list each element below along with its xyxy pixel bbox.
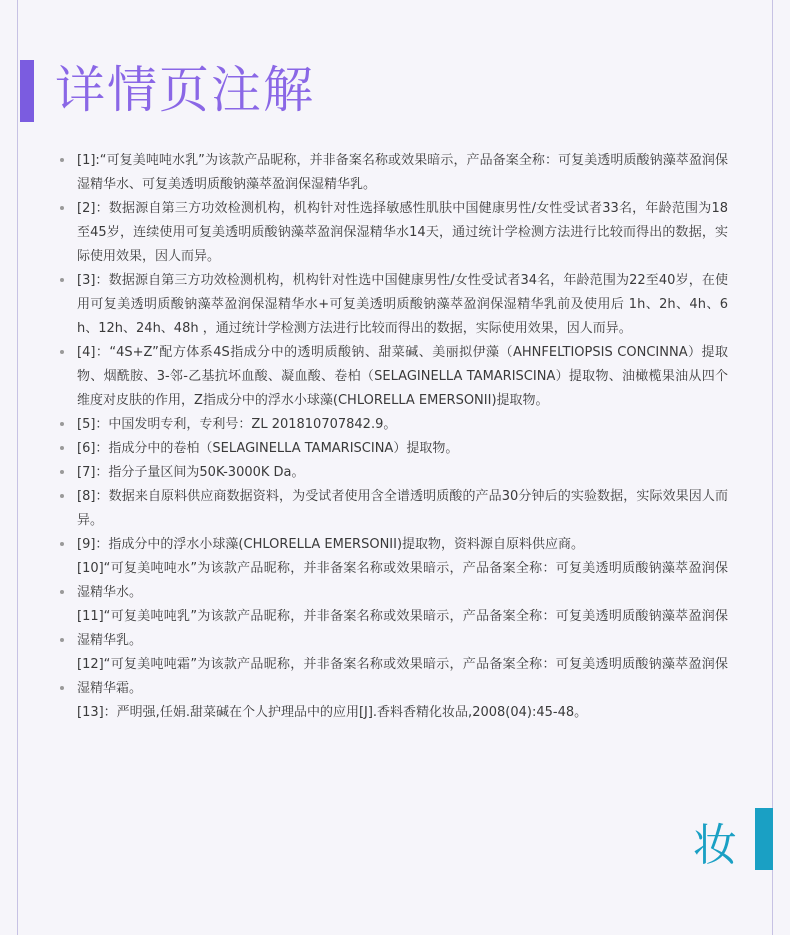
note-text: [2]：数据源自第三方功效检测机构，机构针对性选择敏感性肌肤中国健康男性/女性受试者33名，年龄范围为18至45岁，连续使用可复美透明质酸钠藻萃盈润保湿精华水14天，通过统计学检测方法进行比较而得出的数据，实际使用效果，因人而异。 — [77, 201, 728, 264]
note-item — [60, 149, 728, 197]
page-title: 详情页注解 — [55, 61, 315, 119]
bullet-icon — [60, 350, 64, 354]
note-item — [60, 557, 728, 605]
note-item — [60, 341, 728, 413]
bullet-icon — [60, 590, 64, 594]
bullet-icon — [60, 494, 64, 498]
title-accent-bar — [20, 60, 34, 122]
note-text: [7]：指分子量区间为50K-3000K Da。 — [77, 465, 305, 480]
note-item — [60, 653, 728, 701]
note-item — [60, 485, 728, 533]
note-item — [60, 437, 728, 461]
note-text: [1]:“可复美吨吨水乳”为该款产品昵称，并非备案名称或效果暗示，产品备案全称：可复美透明质酸钠藻萃盈润保湿精华水、可复美透明质酸钠藻萃盈润保湿精华乳。 — [77, 153, 728, 192]
note-item — [60, 533, 728, 557]
note-text: [9]：指成分中的浮水小球藻(CHLORELLA EMERSONII)提取物，资料源自原料供应商。 — [77, 537, 585, 552]
bullet-icon — [60, 638, 64, 642]
note-text: [12]“可复美吨吨霜”为该款产品昵称，并非备案名称或效果暗示，产品备案全称：可复美透明质酸钠藻萃盈润保湿精华霜。 — [77, 657, 728, 696]
note-text: [6]：指成分中的卷柏（SELAGINELLA TAMARISCINA）提取物。 — [77, 441, 459, 456]
brand-character: 妆 — [693, 820, 737, 871]
bullet-icon — [60, 446, 64, 450]
brand-accent-bar — [755, 808, 773, 870]
note-text: [13]：严明强,任娟.甜菜碱在个人护理品中的应用[J].香料香精化妆品,2008(04):45-48。 — [77, 705, 588, 720]
note-text: [11]“可复美吨吨乳”为该款产品昵称，并非备案名称或效果暗示，产品备案全称：可复美透明质酸钠藻萃盈润保湿精华乳。 — [77, 609, 728, 648]
note-item — [60, 413, 728, 437]
notes-list — [60, 149, 728, 725]
note-text: [5]：中国发明专利，专利号：ZL 201810707842.9。 — [77, 417, 397, 432]
note-text: [3]：数据源自第三方功效检测机构，机构针对性选中国健康男性/女性受试者34名，年龄范围为22至40岁，在使用可复美透明质酸钠藻萃盈润保湿精华水+可复美透明质酸钠藻萃盈润保湿精华乳前及使用后 1h、2h、4h、6h、12h、24h、48h ，通过统计学检测方法进行比较而得出的数据，实际使用效果，因人而异。 — [77, 273, 728, 336]
note-item — [60, 701, 728, 725]
bullet-icon — [60, 422, 64, 426]
frame-line-right — [772, 0, 773, 935]
bullet-icon — [60, 278, 64, 282]
bullet-icon — [60, 206, 64, 210]
note-item — [60, 605, 728, 653]
bullet-icon — [60, 158, 64, 162]
bullet-icon — [60, 686, 64, 690]
note-item — [60, 269, 728, 341]
frame-line-left — [17, 0, 18, 935]
note-text: [4]：“4S+Z”配方体系4S指成分中的透明质酸钠、甜菜碱、美丽拟伊藻（AHNFELTIOPSIS CONCINNA）提取物、烟酰胺、3-邻-乙基抗坏血酸、凝血酸、卷柏（SELAGINELLA TAMARISCINA）提取物、油橄榄果油从四个维度对皮肤的作用，Z指成分中的浮水小球藻(CHLORELLA EMERSONII)提取物。 — [77, 345, 728, 408]
note-item — [60, 197, 728, 269]
note-item — [60, 461, 728, 485]
bullet-icon — [60, 542, 64, 546]
note-text: [10]“可复美吨吨水”为该款产品昵称，并非备案名称或效果暗示，产品备案全称：可复美透明质酸钠藻萃盈润保湿精华水。 — [77, 561, 728, 600]
note-text: [8]：数据来自原料供应商数据资料，为受试者使用含全谱透明质酸的产品30分钟后的实验数据，实际效果因人而异。 — [77, 489, 728, 528]
bullet-icon — [60, 470, 64, 474]
